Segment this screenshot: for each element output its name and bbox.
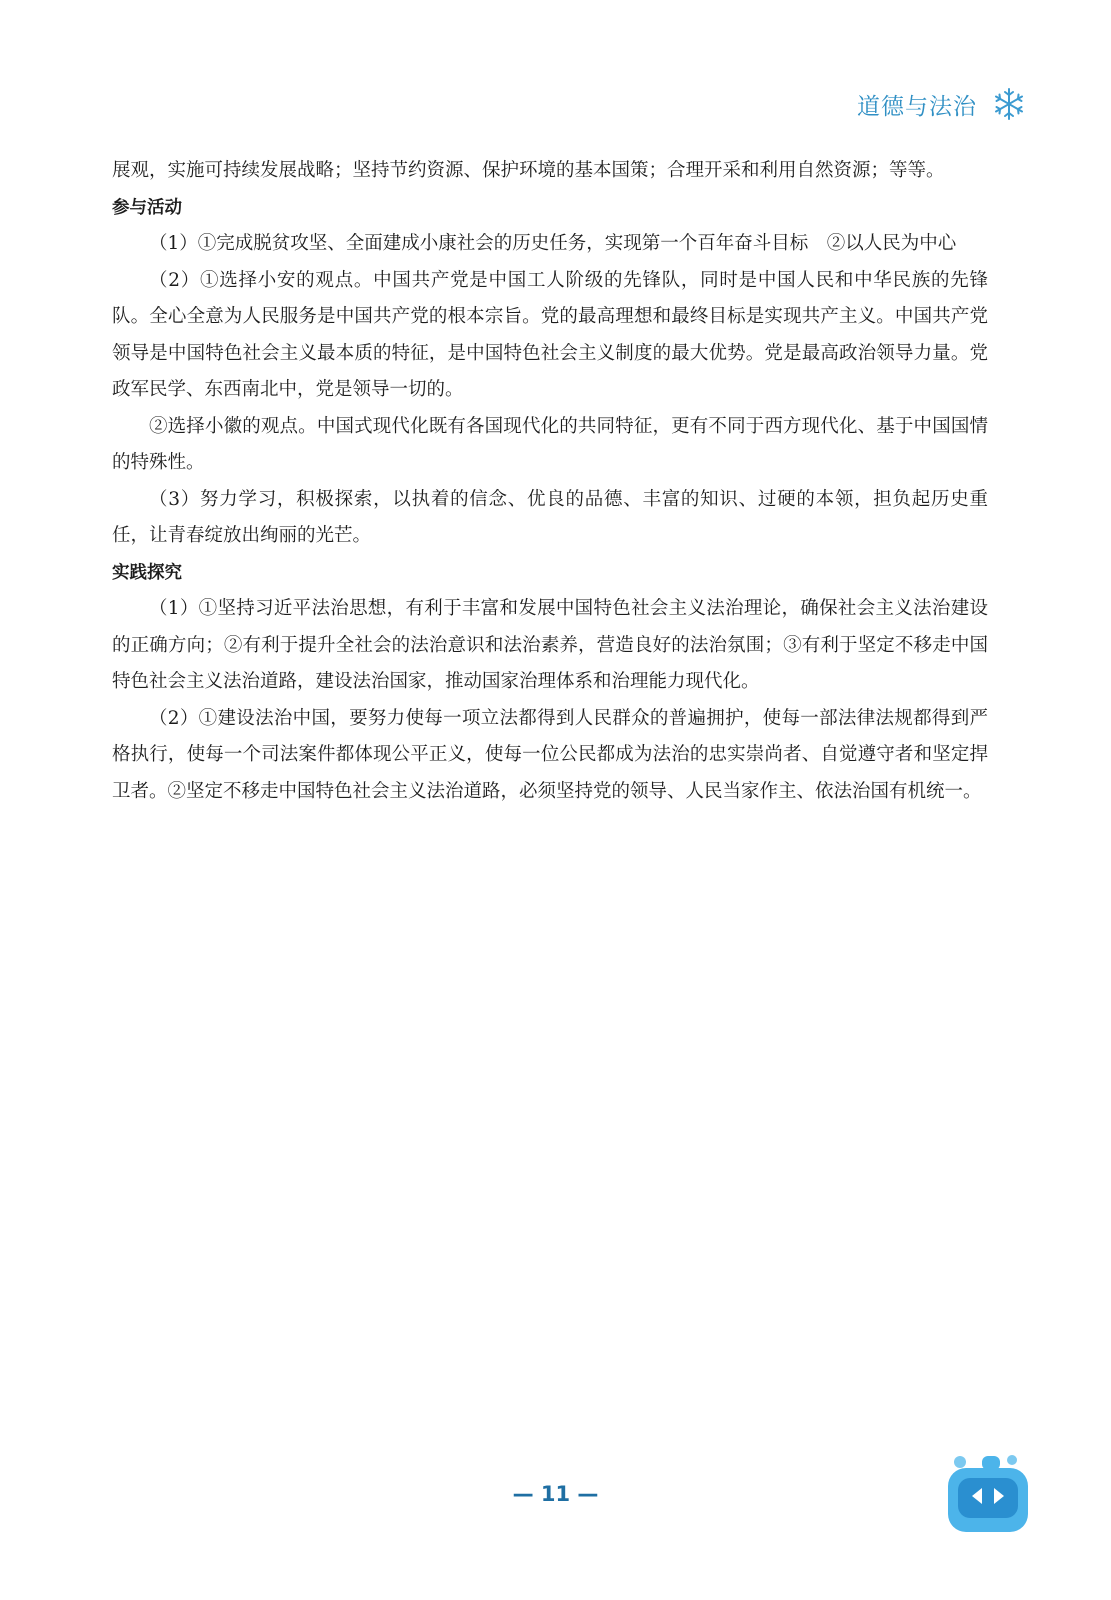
paragraph: 展观，实施可持续发展战略；坚持节约资源、保护环境的基本国策；合理开采和利用自然资源；等等。 xyxy=(112,160,945,181)
paragraph: （2）①建设法治中国，要努力使每一项立法都得到人民群众的普遍拥护，使每一部法律法规都得到严格执行，使每一个司法案件都体现公平正义，使每一位公民都成为法治的忠实崇尚者、自觉遵守者和坚定捍卫者。②坚定不移走中国特色社会主义法治道路，必须坚持党的领导、人民当家作主、依法治国有机统一。 xyxy=(112,707,988,802)
section-heading: 参与活动 xyxy=(112,197,182,218)
subject-title: 道德与法治 xyxy=(857,93,977,120)
paragraph: （1）①完成脱贫攻坚、全面建成小康社会的历史任务，实现第一个百年奋斗目标 ②以人民为中心 xyxy=(149,233,957,254)
paragraph: ②选择小徽的观点。中国式现代化既有各国现代化的共同特征，更有不同于西方现代化、基于中国国情的特殊性。 xyxy=(112,415,988,473)
page-number-dash-right: — xyxy=(577,1482,599,1506)
section-heading: 实践探究 xyxy=(112,562,182,583)
snowflake-icon xyxy=(991,86,1027,122)
page-number-dash-left: — xyxy=(512,1482,534,1506)
paragraph: （2）①选择小安的观点。中国共产党是中国工人阶级的先锋队，同时是中国人民和中华民族的先锋队。全心全意为人民服务是中国共产党的根本宗旨。党的最高理想和最终目标是实现共产主义。中国共产党领导是中国特色社会主义最本质的特征，是中国特色社会主义制度的最大优势。党是最高政治领导力量。党政军民学、东西南北中，党是领导一切的。 xyxy=(112,269,988,400)
page-number-value: 11 xyxy=(540,1482,571,1506)
paragraph: （3）努力学习，积极探索，以执着的信念、优良的品德、丰富的知识、过硬的本领，担负起历史重任，让青春绽放出绚丽的光芒。 xyxy=(112,488,988,546)
paragraph: （1）①坚持习近平法治思想，有利于丰富和发展中国特色社会主义法治理论，确保社会主义法治建设的正确方向；②有利于提升全社会的法治意识和法治素养，营造良好的法治氛围；③有利于坚定不移走中国特色社会主义法治道路，建设法治国家，推动国家治理体系和治理能力现代化。 xyxy=(112,598,988,692)
page-header xyxy=(857,86,1027,122)
answer-content xyxy=(112,153,988,810)
mascot-icon xyxy=(942,1448,1040,1540)
